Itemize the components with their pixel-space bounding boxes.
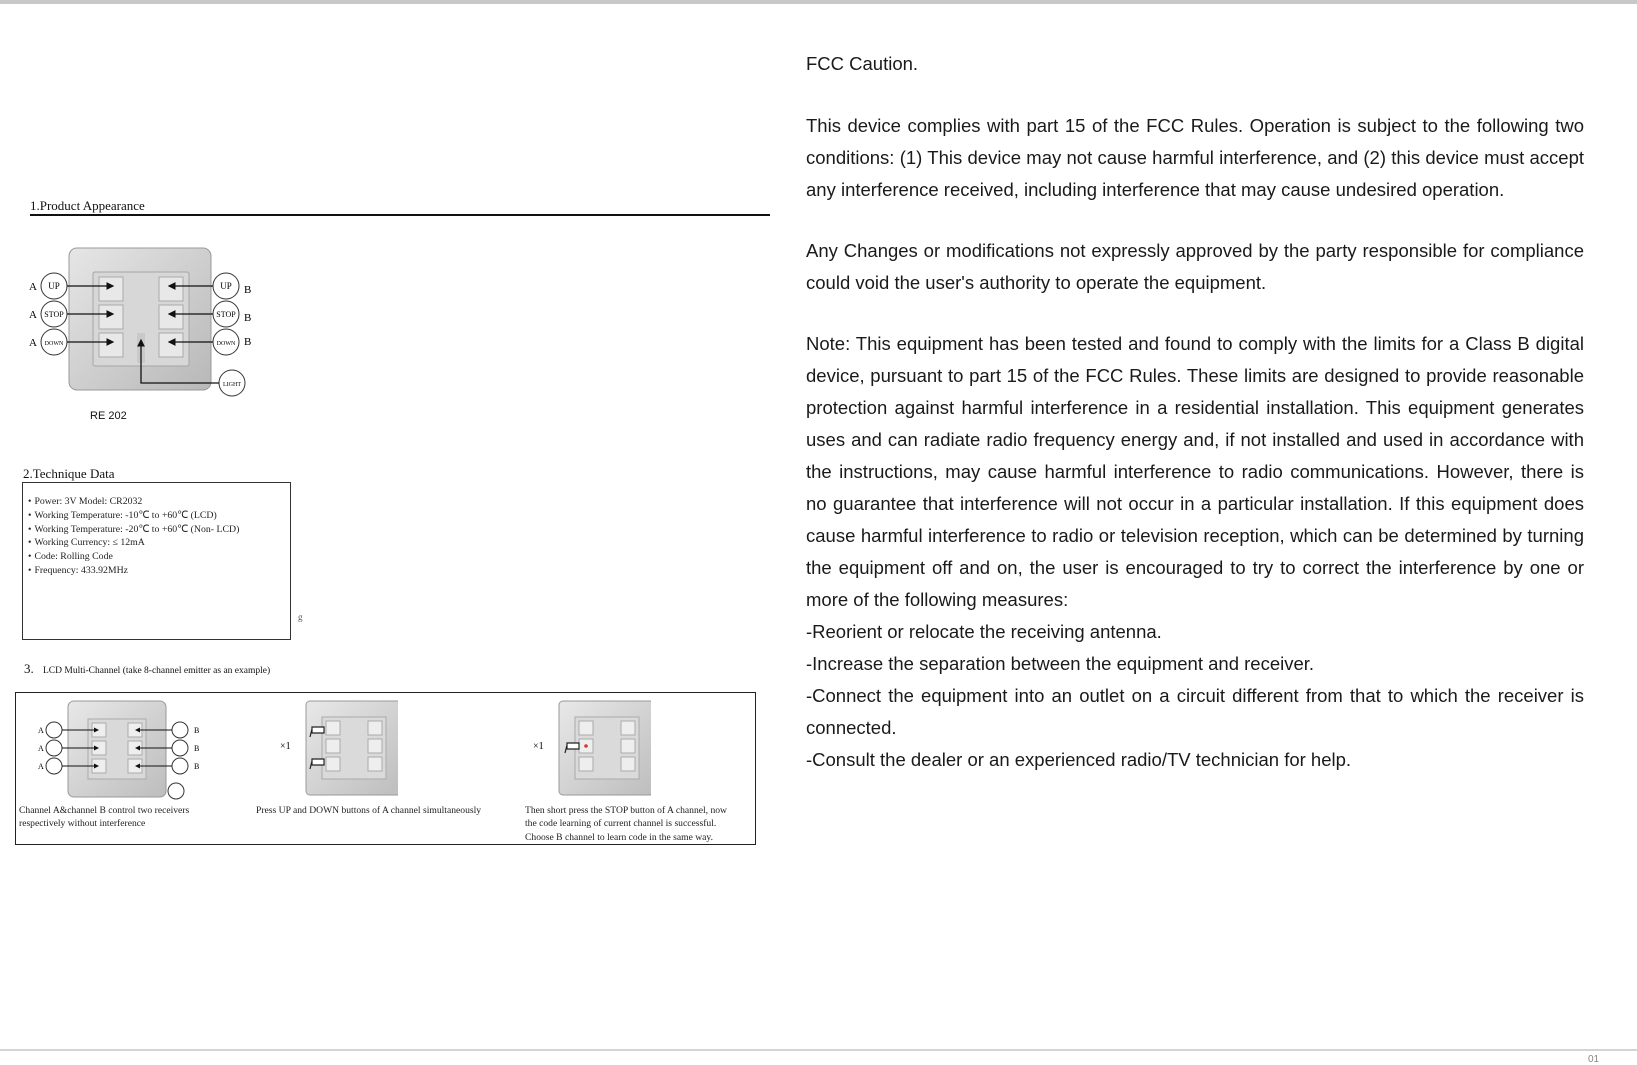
step1-caption-line: Channel A&channel B control two receivers (19, 805, 190, 816)
spec-item: • Working Temperature: -20℃ to +60℃ (Non- LCD) (28, 523, 290, 537)
section1-title: 1.Product Appearance (30, 198, 145, 213)
spec-item: • Code: Rolling Code (28, 550, 290, 564)
model-label: RE 202 (90, 410, 127, 422)
channel-b-label: B (244, 284, 252, 296)
b-up-label: UP (220, 281, 232, 291)
product-appearance-diagram (25, 240, 265, 410)
channel-b-label: B (244, 312, 252, 324)
key-a-up (99, 277, 123, 301)
step2-figure (278, 699, 398, 799)
fcc-measure: -Connect the equipment into an outlet on a circuit different from that to which the receiver is connected. (806, 685, 1584, 738)
step3-caption-line: Choose B channel to learn code in the same way. (525, 831, 713, 843)
a-down-label: DOWN (44, 341, 64, 347)
key-b-down (159, 333, 183, 357)
key-b-up (159, 277, 183, 301)
spec-item: • Power: 3V Model: CR2032 (28, 495, 290, 509)
section2-title: 2.Technique Data (23, 466, 115, 481)
top-border (0, 0, 1637, 4)
fcc-paragraph-2: Any Changes or modifications not expressly approved by the party responsible for compliance could void the user's authority to operate the equipment. (806, 240, 1584, 293)
spec-item: • Working Currency: ≤ 12mA (28, 536, 290, 550)
spec-item: • Frequency: 433.92MHz (28, 564, 290, 578)
channel-a-label: A (29, 281, 37, 293)
step3-caption (525, 804, 727, 844)
step3-caption-line: Then short press the STOP button of A channel, now (525, 805, 727, 816)
section3-heading: LCD Multi-Channel (take 8-channel emitter as an example) (43, 666, 271, 676)
a-up-label: UP (48, 281, 60, 291)
section1-rule (30, 214, 770, 216)
times-one-label: ×1 (533, 741, 544, 752)
b-down-label: DOWN (216, 341, 236, 347)
key-b-stop (159, 305, 183, 329)
channel-a-label: A (29, 309, 37, 321)
channel-b-label: B (194, 762, 200, 771)
channel-b-label: B (244, 336, 252, 348)
spec-box (22, 482, 291, 640)
section3-number: 3. (24, 661, 34, 676)
fcc-measure: -Reorient or relocate the receiving antenna. (806, 621, 1162, 642)
key-a-down (99, 333, 123, 357)
channel-b-label: B (194, 726, 200, 735)
b-stop-label: STOP (216, 310, 236, 319)
fcc-title: FCC Caution. (806, 53, 919, 74)
channel-a-label: A (38, 762, 44, 771)
light-label: LIGHT (223, 382, 241, 388)
step3-caption-line: the code learning of current channel is successful. (525, 818, 717, 830)
fcc-caution-section (806, 48, 1584, 776)
channel-a-label: A (38, 744, 44, 753)
step1-caption (19, 804, 189, 831)
fcc-paragraph-1: This device complies with part 15 of the FCC Rules. Operation is subject to the following two conditions: (1) This device may not cause harmful interference, and (2) this device must accept any interference received, including interference that may cause undesired operation. (806, 115, 1584, 200)
step1-caption-line: respectively without interference (19, 818, 146, 830)
steps-box (15, 692, 756, 845)
channel-b-label: B (194, 744, 200, 753)
a-stop-label: STOP (44, 310, 64, 319)
key-a-stop (99, 305, 123, 329)
fcc-measure: -Consult the dealer or an experienced radio/TV technician for help. (806, 749, 1352, 770)
channel-a-label: A (29, 337, 37, 349)
spec-item: • Working Temperature: -10℃ to +60℃ (LCD) (28, 509, 290, 523)
fcc-paragraph-3: Note: This equipment has been tested and found to comply with the limits for a Class B digital device, pursuant to part 15 of the FCC Rules. These limits are designed to provide reasonable protection against harmful interference in a residential installation. This equipment generates uses and can radiate radio frequency energy and, if not installed and used in accordance with the instructions, may cause harmful interference to radio communications. However, there is no guarantee that interference will not occur in a particular installation. If this equipment does cause harmful interference to radio or television reception, which can be determined by turning the equipment off and on, the user is encouraged to try to correct the interference by one or more of the following measures: (806, 333, 1584, 610)
bottom-border (0, 1049, 1637, 1051)
step1-figure (36, 699, 206, 803)
page-number: 01 (1588, 1054, 1600, 1065)
section3-title (24, 661, 270, 677)
fcc-measure: -Increase the separation between the equipment and receiver. (806, 653, 1315, 674)
step2-caption: Press UP and DOWN buttons of A channel simultaneously (256, 805, 482, 816)
times-one-label: ×1 (280, 741, 291, 752)
stray-mark: g (298, 612, 303, 622)
channel-a-label: A (38, 726, 44, 735)
step3-figure (531, 699, 651, 799)
led-indicator (584, 744, 588, 748)
